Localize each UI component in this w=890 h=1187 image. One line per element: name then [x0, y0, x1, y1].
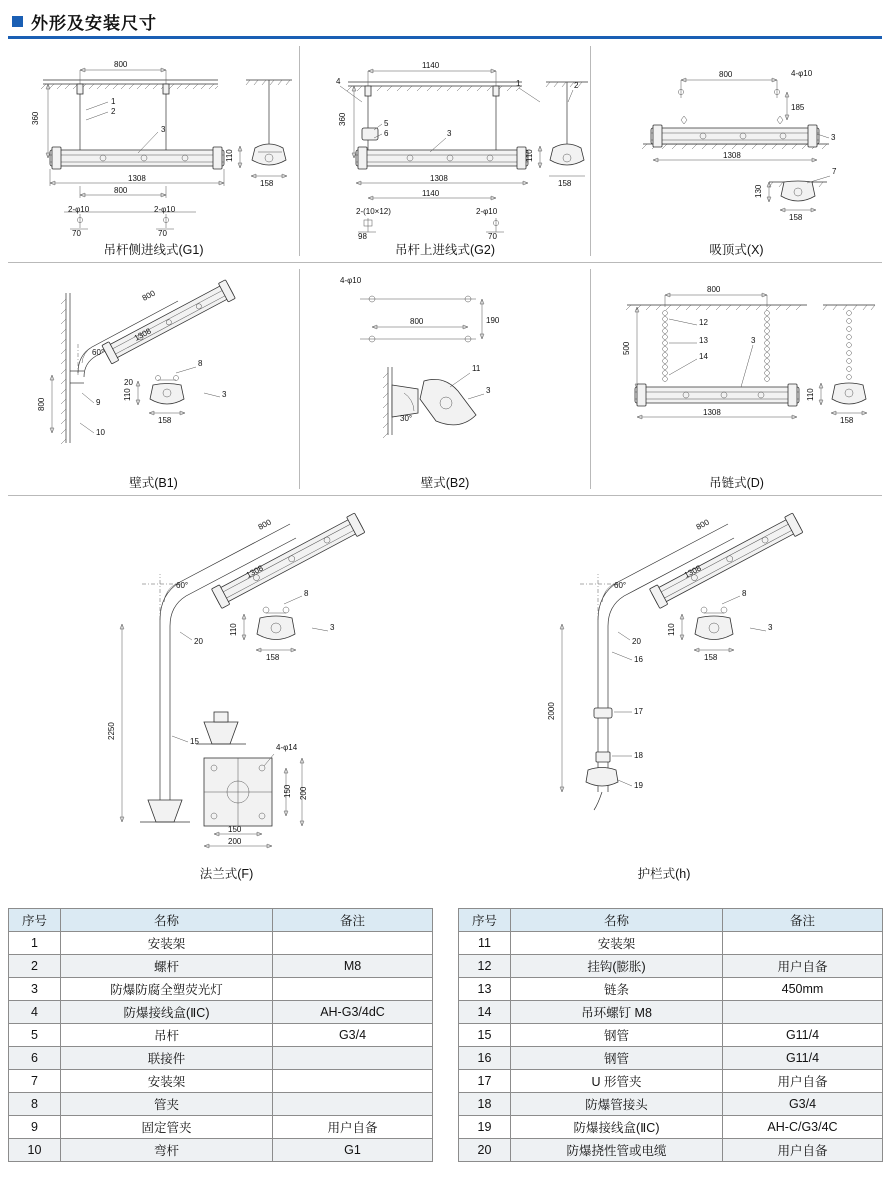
svg-text:1308: 1308	[723, 151, 741, 160]
cell-remark: G1	[273, 1139, 433, 1162]
section-header	[8, 6, 882, 39]
cell-remark: AH-G3/4dC	[273, 1001, 433, 1024]
svg-text:158: 158	[704, 653, 718, 662]
svg-text:158: 158	[266, 653, 280, 662]
svg-text:17: 17	[634, 707, 643, 716]
cell-index: 13	[459, 978, 511, 1001]
diagram-row-2	[8, 263, 882, 496]
svg-text:14: 14	[699, 352, 708, 361]
svg-text:2-φ10: 2-φ10	[476, 207, 498, 216]
parts-table-left	[8, 908, 433, 1162]
svg-text:1308: 1308	[430, 174, 448, 183]
diagram-caption-b1: 壁式(B1)	[129, 476, 178, 490]
bullet-square-icon	[12, 16, 23, 27]
svg-text:800: 800	[256, 517, 273, 532]
column-header-index: 序号	[459, 909, 511, 932]
diagram-b2	[300, 263, 590, 495]
svg-text:1308: 1308	[132, 326, 153, 343]
cell-remark	[273, 978, 433, 1001]
diagram-caption-h: 护栏式(h)	[637, 867, 691, 881]
svg-text:3: 3	[161, 125, 166, 134]
svg-text:3: 3	[222, 390, 227, 399]
svg-text:70: 70	[158, 229, 167, 238]
svg-text:60°: 60°	[176, 581, 189, 590]
cell-index: 5	[9, 1024, 61, 1047]
svg-text:800: 800	[114, 60, 128, 69]
table-row	[459, 1093, 883, 1116]
cell-index: 11	[459, 932, 511, 955]
cell-index: 1	[9, 932, 61, 955]
table-header-row	[9, 909, 433, 932]
svg-text:60°: 60°	[614, 581, 627, 590]
svg-text:11: 11	[472, 364, 481, 373]
cell-index: 6	[9, 1047, 61, 1070]
cell-remark: 450mm	[723, 978, 883, 1001]
svg-text:130: 130	[754, 184, 763, 198]
cell-index: 4	[9, 1001, 61, 1024]
table-row	[459, 1047, 883, 1070]
diagram-caption-b2: 壁式(B2)	[420, 476, 470, 490]
cell-name: 链条	[511, 978, 723, 1001]
cell-index: 19	[459, 1116, 511, 1139]
column-header-name: 名称	[511, 909, 723, 932]
svg-text:110: 110	[806, 388, 815, 401]
svg-text:800: 800	[37, 397, 46, 411]
svg-text:200: 200	[228, 837, 242, 846]
svg-text:4-φ14: 4-φ14	[276, 743, 298, 752]
cell-index: 9	[9, 1116, 61, 1139]
svg-text:800: 800	[410, 317, 424, 326]
table-row	[9, 955, 433, 978]
cell-index: 2	[9, 955, 61, 978]
cell-remark: G11/4	[723, 1024, 883, 1047]
svg-text:6: 6	[384, 129, 389, 138]
diagram-caption-d: 吊链式(D)	[709, 476, 764, 490]
page-title: 外形及安装尺寸	[31, 13, 157, 33]
svg-text:110: 110	[123, 388, 132, 401]
svg-text:60°: 60°	[92, 348, 105, 357]
svg-text:158: 158	[158, 416, 172, 425]
cell-name: 防爆接线盒(ⅡC)	[511, 1116, 723, 1139]
table-row	[459, 978, 883, 1001]
diagram-b1	[8, 263, 299, 495]
cell-index: 14	[459, 1001, 511, 1024]
svg-text:2-φ10: 2-φ10	[68, 205, 90, 214]
cell-name: 防爆防腐全塑荧光灯	[61, 978, 273, 1001]
diagram-caption-g2: 吊杆上进线式(G2)	[394, 243, 495, 257]
cell-index: 16	[459, 1047, 511, 1070]
cell-name: 弯杆	[61, 1139, 273, 1162]
cell-index: 10	[9, 1139, 61, 1162]
svg-text:800: 800	[719, 70, 733, 79]
svg-text:3: 3	[831, 133, 836, 142]
table-row	[459, 1139, 883, 1162]
cell-name: 防爆接线盒(ⅡC)	[61, 1001, 273, 1024]
cell-name: 联接件	[61, 1047, 273, 1070]
svg-text:158: 158	[840, 416, 854, 425]
svg-text:150: 150	[228, 825, 242, 834]
table-row	[9, 1047, 433, 1070]
cell-remark: G3/4	[273, 1024, 433, 1047]
table-row	[9, 1139, 433, 1162]
svg-text:18: 18	[634, 751, 643, 760]
svg-text:15: 15	[190, 737, 199, 746]
svg-text:800: 800	[707, 285, 721, 294]
cell-name: 防爆管接头	[511, 1093, 723, 1116]
svg-text:4-φ10: 4-φ10	[340, 276, 362, 285]
cell-remark: 用户自备	[723, 955, 883, 978]
svg-text:9: 9	[96, 398, 101, 407]
svg-text:20: 20	[632, 637, 641, 646]
table-row	[9, 1070, 433, 1093]
cell-index: 17	[459, 1070, 511, 1093]
cell-remark: G3/4	[723, 1093, 883, 1116]
cell-name: 管夹	[61, 1093, 273, 1116]
cell-name: 固定管夹	[61, 1116, 273, 1139]
svg-text:1140: 1140	[422, 189, 440, 198]
table-row	[459, 1070, 883, 1093]
svg-text:2-(10×12): 2-(10×12)	[356, 207, 391, 216]
diagram-g1	[8, 40, 299, 262]
cell-remark	[273, 932, 433, 955]
svg-text:3: 3	[768, 623, 773, 632]
svg-text:8: 8	[742, 589, 747, 598]
parts-table-right	[458, 908, 883, 1162]
cell-index: 7	[9, 1070, 61, 1093]
svg-text:12: 12	[699, 318, 708, 327]
svg-text:800: 800	[114, 186, 128, 195]
diagram-d	[591, 263, 882, 495]
svg-text:360: 360	[31, 111, 40, 125]
diagram-x	[591, 40, 882, 262]
svg-text:200: 200	[299, 786, 308, 800]
table-row	[459, 1001, 883, 1024]
svg-text:158: 158	[260, 179, 274, 188]
cell-remark	[273, 1047, 433, 1070]
svg-text:16: 16	[634, 655, 643, 664]
svg-text:190: 190	[486, 316, 500, 325]
cell-name: 安装架	[511, 932, 723, 955]
svg-text:20: 20	[124, 378, 133, 387]
diagram-caption-f: 法兰式(F)	[199, 867, 254, 881]
cell-index: 8	[9, 1093, 61, 1116]
cell-index: 3	[9, 978, 61, 1001]
cell-remark	[273, 1070, 433, 1093]
svg-text:2: 2	[111, 107, 116, 116]
cell-name: 挂钩(膨胀)	[511, 955, 723, 978]
column-header-index: 序号	[9, 909, 61, 932]
svg-text:110: 110	[525, 149, 534, 162]
svg-text:4-φ10: 4-φ10	[791, 69, 813, 78]
svg-text:8: 8	[198, 359, 203, 368]
svg-text:2: 2	[574, 81, 579, 90]
svg-text:110: 110	[667, 623, 676, 636]
table-row	[9, 1024, 433, 1047]
table-row	[9, 1093, 433, 1116]
svg-text:98: 98	[358, 232, 367, 240]
cell-name: 钢管	[511, 1047, 723, 1070]
table-header-row	[459, 909, 883, 932]
svg-text:4: 4	[336, 77, 341, 86]
diagram-g2	[300, 40, 590, 262]
svg-text:800: 800	[140, 288, 157, 303]
diagram-row-1	[8, 40, 882, 263]
column-header-remark: 备注	[273, 909, 433, 932]
table-row	[9, 932, 433, 955]
svg-text:1308: 1308	[703, 408, 721, 417]
svg-text:500: 500	[622, 341, 631, 355]
cell-remark: G11/4	[723, 1047, 883, 1070]
table-row	[9, 978, 433, 1001]
svg-text:8: 8	[304, 589, 309, 598]
cell-remark: 用户自备	[273, 1116, 433, 1139]
cell-index: 15	[459, 1024, 511, 1047]
svg-text:1140: 1140	[422, 61, 440, 70]
cell-remark	[273, 1093, 433, 1116]
svg-text:158: 158	[789, 213, 803, 222]
svg-text:1308: 1308	[682, 563, 703, 580]
cell-name: 吊环螺钉 M8	[511, 1001, 723, 1024]
svg-text:7: 7	[832, 167, 837, 176]
cell-remark: 用户自备	[723, 1139, 883, 1162]
cell-index: 18	[459, 1093, 511, 1116]
svg-text:2250: 2250	[107, 722, 116, 740]
cell-name: 吊杆	[61, 1024, 273, 1047]
cell-index: 12	[459, 955, 511, 978]
cell-name: U 形管夹	[511, 1070, 723, 1093]
svg-text:19: 19	[634, 781, 643, 790]
table-row	[9, 1116, 433, 1139]
svg-text:70: 70	[72, 229, 81, 238]
diagram-f	[8, 496, 445, 886]
svg-text:3: 3	[330, 623, 335, 632]
cell-name: 安装架	[61, 932, 273, 955]
svg-text:10: 10	[96, 428, 105, 437]
svg-text:70: 70	[488, 232, 497, 240]
svg-text:2000: 2000	[547, 702, 556, 720]
svg-text:800: 800	[694, 517, 711, 532]
diagram-row-3	[8, 496, 882, 886]
svg-text:1: 1	[111, 97, 116, 106]
svg-text:30°: 30°	[400, 414, 413, 423]
diagram-h	[446, 496, 882, 886]
table-row	[459, 1024, 883, 1047]
svg-text:13: 13	[699, 336, 708, 345]
column-header-name: 名称	[61, 909, 273, 932]
svg-text:2-φ10: 2-φ10	[154, 205, 176, 214]
svg-text:150: 150	[283, 784, 292, 798]
svg-text:110: 110	[225, 149, 234, 162]
svg-text:360: 360	[338, 112, 347, 126]
table-row	[459, 932, 883, 955]
cell-index: 20	[459, 1139, 511, 1162]
cell-remark: 用户自备	[723, 1070, 883, 1093]
table-row	[9, 1001, 433, 1024]
table-row	[459, 1116, 883, 1139]
cell-remark	[723, 932, 883, 955]
cell-remark: M8	[273, 955, 433, 978]
cell-name: 防爆挠性管或电缆	[511, 1139, 723, 1162]
svg-text:185: 185	[791, 103, 805, 112]
svg-text:1: 1	[516, 79, 521, 88]
svg-text:5: 5	[384, 119, 389, 128]
svg-text:158: 158	[558, 179, 572, 188]
cell-name: 钢管	[511, 1024, 723, 1047]
diagram-caption-g1: 吊杆侧进线式(G1)	[103, 243, 204, 257]
column-header-remark: 备注	[723, 909, 883, 932]
svg-text:1308: 1308	[244, 563, 265, 580]
svg-text:3: 3	[486, 386, 491, 395]
cell-name: 螺杆	[61, 955, 273, 978]
svg-text:20: 20	[194, 637, 203, 646]
diagram-caption-x: 吸顶式(X)	[709, 243, 764, 257]
cell-remark: AH-C/G3/4C	[723, 1116, 883, 1139]
svg-text:3: 3	[447, 129, 452, 138]
svg-text:110: 110	[229, 623, 238, 636]
cell-remark	[723, 1001, 883, 1024]
svg-text:3: 3	[751, 336, 756, 345]
diagram-grid	[8, 40, 882, 900]
cell-name: 安装架	[61, 1070, 273, 1093]
svg-text:1308: 1308	[128, 174, 146, 183]
table-row	[459, 955, 883, 978]
